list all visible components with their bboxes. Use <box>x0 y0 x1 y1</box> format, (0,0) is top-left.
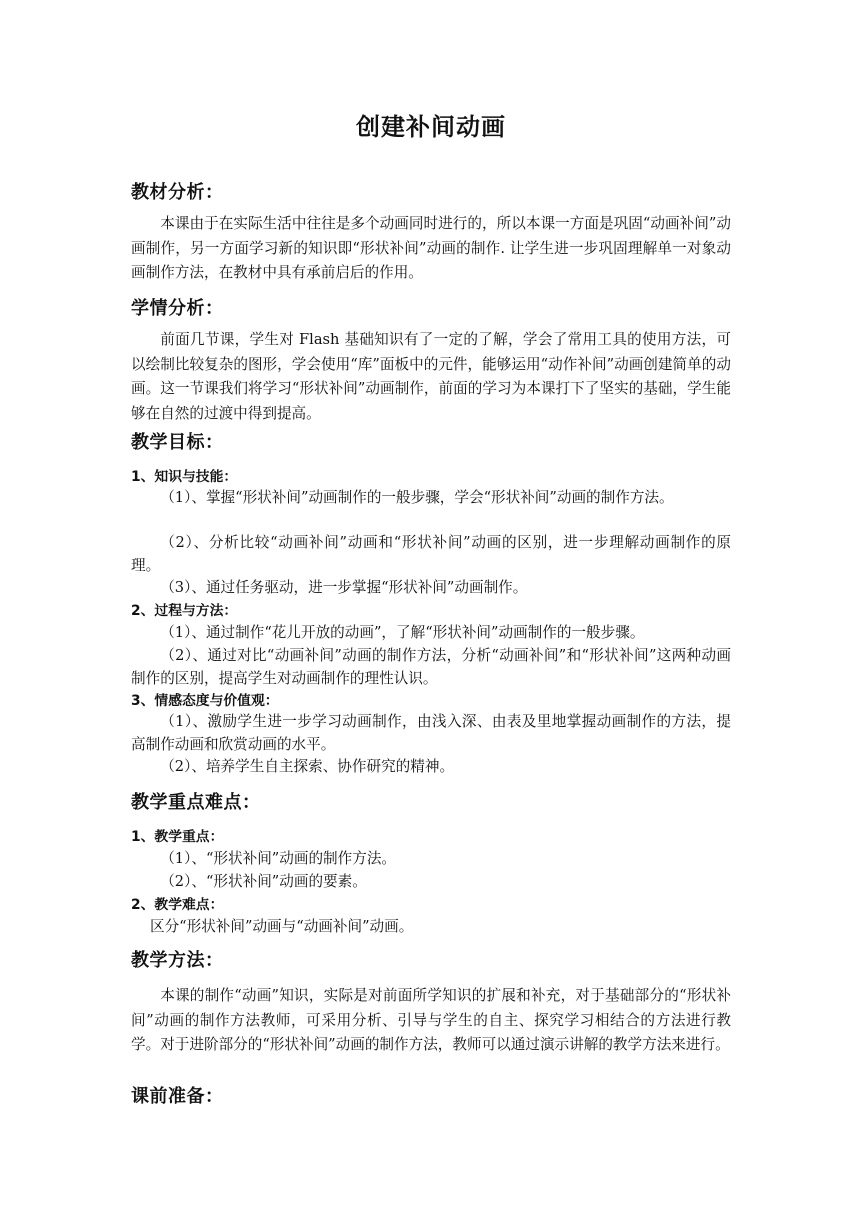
objective-item: （2）、分析比较“动画补间”动画和“形状补间”动画的区别，进一步理解动画制作的原理。 <box>131 534 731 574</box>
section-heading-key-difficult-points: 教学重点难点： <box>131 792 261 813</box>
document-title: 创建补间动画 <box>356 112 506 141</box>
objective-group-process-methods: 2、过程与方法： <box>131 603 238 619</box>
difficult-points-label: 2、教学难点： <box>131 897 224 913</box>
teaching-methods-paragraph: 本课的制作“动画”知识，实际是对前面所学知识的扩展和补充，对于基础部分的“形状补间”动画的制作方法教师，可采用分析、引导与学生的自主、探究学习相结合的方法进行教学。对于进阶部分的“形状补间”动画的制作方法，教师可以通过演示讲解的教学方法来进行。 <box>131 987 731 1054</box>
learner-analysis-paragraph: 前面几节课，学生对 Flash 基础知识有了一定的了解，学会了常用工具的使用方法，可以绘制比较复杂的图形，学会使用“库”面板中的元件，能够运用“动作补间”动画创建简单的动画。这一节课我们将学习“形状补间”动画制作，前面的学习为本课打下了坚实的基础，学生能够在自然的过渡中得到提高。 <box>131 331 731 422</box>
objective-item: （2）、培养学生自主探索、协作研究的精神。 <box>160 758 455 775</box>
objective-group-knowledge-skills: 1、知识与技能： <box>131 469 238 485</box>
objective-item: （3）、通过任务驱动，进一步掌握“形状补间”动画制作。 <box>160 579 528 596</box>
section-heading-teaching-objectives: 教学目标： <box>131 432 224 453</box>
section-heading-learner-analysis: 学情分析： <box>131 298 224 319</box>
objective-item: （2）、通过对比“动画补间”动画的制作方法，分析“动画补间”和“形状补间”这两种动画制作的区别，提高学生对动画制作的理性认识。 <box>131 647 731 687</box>
key-points-label: 1、教学重点： <box>131 829 224 845</box>
objective-item: （1）、激励学生进一步学习动画制作，由浅入深、由表及里地掌握动画制作的方法，提高制作动画和欣赏动画的水平。 <box>131 713 731 753</box>
key-point-item: （1）、“形状补间”动画的制作方法。 <box>160 850 397 867</box>
key-point-item: （2）、“形状补间”动画的要素。 <box>160 873 367 890</box>
section-heading-pre-class-preparation: 课前准备： <box>131 1086 224 1107</box>
textbook-analysis-paragraph: 本课由于在实际生活中往往是多个动画同时进行的，所以本课一方面是巩固“动画补间”动画制作，另一方面学习新的知识即“形状补间”动画的制作. 让学生进一步巩固理解单一对象动画制作方法，在教材中具有承前启后的作用。 <box>131 215 731 282</box>
objective-item: （1）、掌握“形状补间”动画制作的一般步骤，学会“形状补间”动画的制作方法。 <box>160 489 674 506</box>
objective-item: （1）、通过制作“花儿开放的动画”，了解“形状补间”动画制作的一般步骤。 <box>160 624 645 641</box>
objective-group-attitudes-values: 3、情感态度与价值观： <box>131 693 279 709</box>
difficult-point-item: 区分“形状补间”动画与“动画补间”动画。 <box>149 918 414 935</box>
section-heading-textbook-analysis: 教材分析： <box>131 182 224 203</box>
section-heading-teaching-methods: 教学方法： <box>131 950 224 971</box>
